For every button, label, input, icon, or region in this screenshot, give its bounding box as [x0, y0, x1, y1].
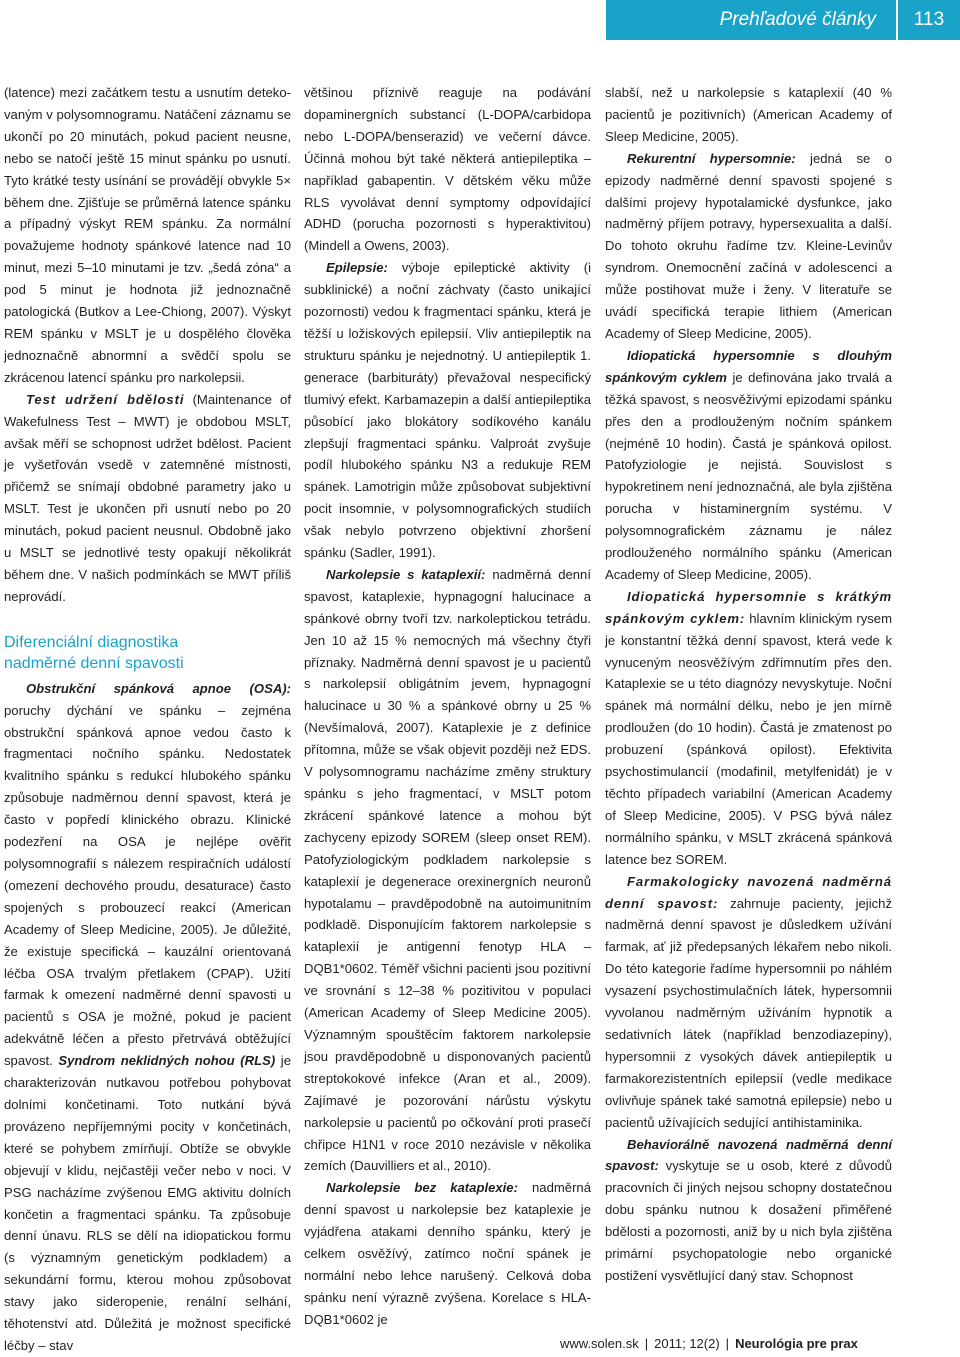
paragraph	[605, 345, 892, 586]
paragraph	[605, 871, 892, 1134]
term-lead: Epilepsie:	[326, 260, 388, 276]
footer-website[interactable]: www.solen.sk	[560, 1336, 639, 1351]
column-3	[605, 82, 892, 1287]
paragraph-text: jedná se o epizody nadměrné denní spavosti spojené s dalšími projevy hypotalamické dysfunkce, jako nadměrný příjem potravy, hypersexualita a další. Do tohoto okruhu řadíme tzv. Kleine-Levinův syndrom. Onemocnění začíná v adolescenci a může postihovat muže i ženy. V literatuře se uvádí specifická terapie lithiem (American Academy of Sleep Medicine, 2005).	[605, 150, 893, 341]
paragraph	[304, 564, 591, 1177]
paragraph-text: nadměrná denní spavost u narkolepsie bez kataplexie je vyjádřena atakami denního spánku, který je celkem osvěžívý, zatímco noční spánek je normální nebo lehce narušený. Celková doba spánku není výrazně zvýšena. Korelace s HLA-DQB1*0602 je	[304, 1180, 591, 1327]
term-lead: Behaviorálně navozená nadměrná denní spavost:	[605, 1136, 892, 1174]
term-lead: Syndrom neklidných nohou (RLS)	[58, 1053, 276, 1069]
term-lead: Test udržení bdělosti	[26, 391, 185, 407]
term-lead: Farmakologicky navozená nadměrná denní spavost:	[605, 873, 892, 911]
column-2	[304, 82, 591, 1331]
paragraph	[304, 257, 591, 564]
footer-separator: |	[725, 1336, 730, 1351]
paragraph	[605, 1134, 892, 1287]
paragraph: (latence) mezi začátkem testu a usnutím detekovaným v polysomnogramu. Natáčení záznamu se ukončí po 20 minutách, pokud pacient neusne, nebo se natočí ještě 15 minut spánku po usnutí. Tyto krátké testy usínání se provádějí obvykle 5× během dne. Zjišťuje se průměrná latence spánku a případný výskyt REM spánku. Za normální považujeme hodnoty spánkové latence nad 10 minut, mezi 5–10 minutami je tzv. „šedá zóna“ a pod 5 minut je hodnota již jednoznačně patologická (Butkov a Lee-Chiong, 2007). Výskyt REM spánku v MSLT je u dospělého člověka jednoznačně abnormní a svědčí spolu se zkrácenou latencí spánku pro narkolepsii.	[4, 85, 291, 385]
paragraph	[304, 1177, 591, 1330]
page-footer	[560, 1336, 888, 1351]
paragraph-text: poruchy dýchání ve spánku – zejména obstrukční spánková apnoe vedou často k fragmentaci nočního spánku. Nedostatek kvalitního spánku s redukcí hlubokého spánku způsobuje nadměrnou denní spavost, která je často v popředí klinického obrazu. Klinické podezření na OSA je nejlépe ověřit polysomnografií s nálezem respiračních událostí (omezení dechového proudu, desaturace) často spojených s probouzecí reakcí (American Academy of Sleep Medicine, 2005). Je důležité, že existuje specifická – kauzální orientovaná léčba OSA trvalým přetlakem (CPAP). Užití farmak k omezení nadměrné denní spavosti u pacientů s OSA je možné, pokud je pacient adekvátně léčen a přesto přetrvává obtěžující spavost.	[4, 702, 291, 1069]
paragraph	[605, 148, 892, 345]
footer-journal: Neurológia pre prax	[735, 1336, 858, 1351]
term-lead: Obstrukční spánková apnoe (OSA):	[26, 680, 291, 696]
page-number: 113	[896, 0, 960, 40]
paragraph	[4, 389, 291, 608]
paragraph-text: je charakterizován nutkavou potřebou pohybovat dolními končetinami. Toto nutkání bývá provázeno nepříjemnými pocity v končetinách, které se pohybem zmírňují. Obtíže se obvykle objevují v klidu, nejčastěji večer nebo v noci. V PSG nacházíme zvýšenou EMG aktivitu dolních končetin a fragmentaci spánku. Ta způsobuje denní únavu. RLS se dělí na idiopatickou formu (s významným genetickým podkladem) a sekundární formu, kterou mohou způsobovat stavy jako sideropenie, renální selhání, těhotenství atd. Důležitá je možnost specifické léčby – stav	[4, 1053, 291, 1353]
term-lead: Narkolepsie bez kataplexie:	[326, 1180, 518, 1196]
paragraph: slabší, než u narkolepsie s kataplexií (40 % pacientů je pozitivních) (American Academy of Sleep Medicine, 2005).	[605, 85, 892, 144]
term-lead: Narkolepsie s kataplexií:	[326, 566, 486, 582]
paragraph: většinou příznivě reaguje na podávání dopaminergních substancí (L-DOPA/carbidopa nebo L-DOPA/benserazid) ve večerní dávce. Účinná mohou být také některá antiepileptika – například gabapentin. V dětském věku může RLS vyvolávat denní symptomy odpovídající ADHD (porucha pozornosti s hyperaktivitou) (Mindell a Owens, 2003).	[304, 85, 591, 254]
term-lead: Idiopatická hypersomnie s dlouhým spánkovým cyklem	[605, 347, 892, 385]
paragraph-text: výboje epileptické aktivity (i subklinické) a noční záchvaty (často unikající pozornosti) vedou k fragmentaci spánku, která je těžší u ložiskových epilepsií. Vliv antiepileptik na strukturu spánku je nejednotný. U antiepileptik 1. generace (barbituráty) převažoval nespecifický tlumivý efekt. Karbamazepin a další antiepileptika působící jako blokátory sodíkového kanálu zlepšují fragmentaci spánku. Valproát zvyšuje podíl hlubokého spánku N3 a redukuje REM spánek. Lamotrigin může způsobovat subjektivní pocit insomnie, v polysomnografických studiích však nebylo potvrzeno objektivní zhoršení spánku (Sadler, 1991).	[304, 260, 591, 561]
paragraph-text: vyskytuje se u osob, které z důvodů pracovních či jiných nejsou schopny dostatečnou dobu spánku nutnou k dosažení přiměřené bdělosti a pozornosti, aniž by u nich byla zjištěna primární psychopatologie nebo organické postižení vysvětlující daný stav. Schopnost	[605, 1158, 892, 1283]
paragraph	[4, 678, 291, 1357]
column-1	[4, 82, 291, 1357]
paragraph-text: zahrnuje pacienty, jejichž nadměrná denní spavost je důsledkem užívání farmak, ať již předepsaných lékařem nebo nikoli. Do této kategorie řadíme hypersomnii po náhlém vysazení psychostimulačních látek, hypersomnii vyvolanou nadměrným užíváním hypnotik a sedativních látek (například benzodiazepiny), hypersomnii z vysokých dávek antiepileptik u farmakorezistentních epilepsií (vedle medikace ovlivňuje spánek také samotná epilepsie) nebo u pacientů užívajících sedující antihistaminika.	[605, 895, 892, 1130]
paragraph	[605, 586, 892, 871]
header-bar	[606, 0, 960, 40]
footer-separator: |	[644, 1336, 649, 1351]
heading-line: Diferenciální diagnostika	[4, 633, 179, 651]
section-heading	[4, 632, 291, 674]
paragraph-text: je definována jako trvalá a těžká spavost, s neosvěživými epizodami spánku přes den a prodlouženým nočním spánkem (nejméně 10 hodin). Častá je spánková opilost. Patofyziologie je nejistá. Souvislost s hypokretinem není jednoznačná, ale byla zjištěna porucha v histaminergním systému. V polysomnografickém záznamu je nález prodlouženého normálního spánku (American Academy of Sleep Medicine, 2005).	[605, 369, 892, 582]
paragraph-text: (Maintenance of Wakefulness Test – MWT) je obdobou MSLT, avšak měří se schopnost udržet bdělost. Pacient je vyšetřován vsedě v zatemněné místnosti, přičemž se snímají obdobné parametry jako u MSLT. Test je ukončen při usnutí nebo po 20 minutách, pokud pacient neusnul. Obdobně jako u MSLT se jednotlivé testy opakují několikrát během dne. V našich podmínkách se MWT příliš neprovádí.	[4, 391, 291, 604]
heading-line: nadměrné denní spavosti	[4, 654, 184, 672]
paragraph-text: nadměrná denní spavost, kataplexie, hypnagogní halucinace a spánkové obrny tvoří tzv. narkoleptickou tetrádu. Jen 10 až 15 % nemocných má všechny čtyři příznaky. Nadměrná denní spavost je u pacientů s narkolepsií obligátním jevem, hypnagogní halucinace u 30 % a spánkové obrny u 25 % (Nevšímalová, 2007). Kataplexie je z definice přítomna, může se však objevit později než EDS. V polysomnogramu nacházíme změny struktury spánku s jeho fragmentací, v MSLT potom zkrácení spánkové latence a mohou být zachyceny epizody SOREM (sleep onset REM). Patofyziologickým podkladem narkolepsie s kataplexií je degenerace orexinergních neuronů hypotalamu – pravděpodobně na autoimunitním podkladě. Disponujícím faktorem narkolepsie s kataplexií je antigenní fenotyp HLA – DQB1*0602. Téměř všichni pacienti jsou pozitivní ve srovnání s 12–38 % pozitivitou v populaci (American Academy of Sleep Medicine 2005). Významným spouštěcím faktorem narkolepsie jsou pravděpodobně u disponovaných pacientů streptokokové infekce (Aran et al., 2009). Zajímavé je pozorování nárůstu výskytu narkolepsie u pacientů po očkování proti prasečí chřipce H1N1 v roce 2010 nezávisle v několika zemích (Dauvilliers et al., 2010).	[304, 566, 591, 1174]
section-title: Prehľadové články	[719, 9, 876, 30]
term-lead: Rekurentní hypersomnie:	[627, 150, 796, 166]
paragraph-text: hlavním klinickým rysem je konstantní těžká denní spavost, která vede k vynuceným neosvěžívým zdřímnutím přes den. Kataplexie se u této diagnózy nevyskytuje. Noční spánek má normální délku, nebo je jen mírně prodloužen (do 10 hodin). Častá je zmatenost po probuzení (spánková opilost). Efektivita psychostimulancií (modafinil, metylfenidát) je v těchto případech variabilní (American Academy of Sleep Medicine, 2005). V PSG bývá nález normálního spánku, v MSLT zkrácená spánková latence bez SOREM.	[605, 610, 892, 867]
footer-issue: 2011; 12(2)	[654, 1336, 720, 1351]
term-lead: Idiopatická hypersomnie s krátkým spánkovým cyklem:	[605, 588, 892, 626]
